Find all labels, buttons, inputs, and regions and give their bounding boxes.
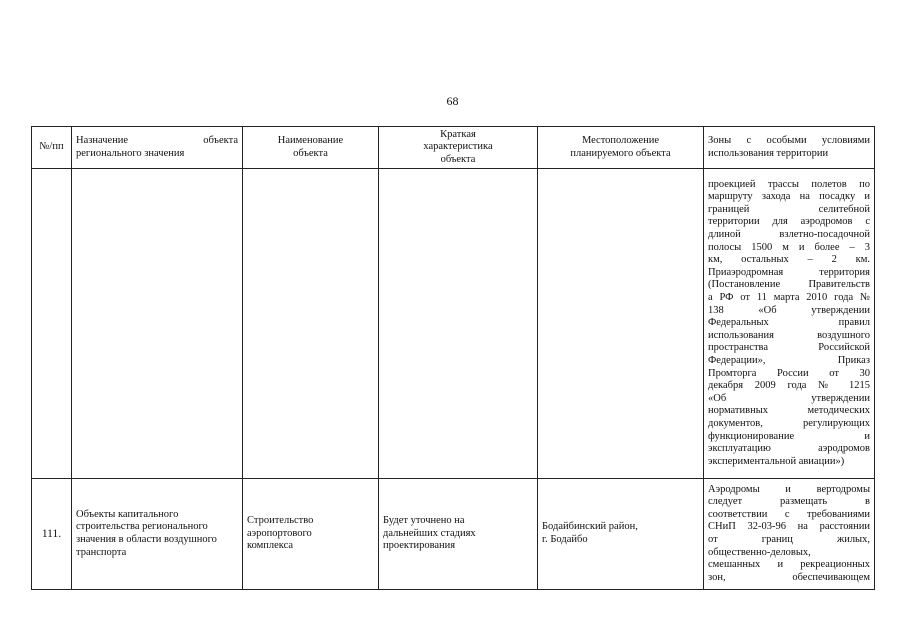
zones-text-line: 138 «Об утверждении — [708, 304, 870, 316]
cell-zones — [704, 479, 875, 590]
zones-text-line: документов, регулирующих — [708, 417, 870, 429]
cell-location-empty — [538, 169, 704, 479]
cell-num — [32, 479, 72, 590]
cell-name — [243, 479, 379, 590]
zones-text-line: границей селитебной — [708, 203, 870, 215]
header-short-line3: объекта — [440, 153, 476, 165]
name-text-line: аэропортового — [247, 527, 312, 539]
zones-text-line: функционирование и — [708, 430, 870, 442]
zones-text-line: проекцией трассы полетов по — [708, 178, 870, 190]
zones-text-line: (Постановление Правительств — [708, 279, 870, 291]
purpose-text-line: транспорта — [76, 546, 127, 558]
header-name-line2: объекта — [293, 147, 328, 159]
header-purpose-line2: регионального значения — [76, 147, 185, 159]
row-number: 111. — [41, 527, 62, 540]
header-zones-line1: Зоны с особыми условиями — [708, 134, 870, 146]
zones-text-line: полосы 1500 м и более – 3 — [708, 241, 870, 253]
zones-text-line: декабря 2009 года № 1215 — [708, 380, 870, 392]
purpose-text-line: Объекты капитального — [76, 508, 179, 520]
purpose-text-line: строительства регионального — [76, 521, 208, 533]
page-number: 68 — [446, 94, 459, 108]
zones-text-line: «Об утверждении — [708, 392, 870, 404]
zones-text-line: СНиП 32-03-96 на расстоянии — [708, 521, 870, 533]
header-num-label: №/пп — [39, 141, 64, 153]
table-row-continuation — [32, 169, 875, 479]
zones-text-line: общественно-деловых, — [708, 546, 811, 558]
cell-zones-continuation — [704, 169, 875, 479]
header-location-line2: планируемого объекта — [570, 147, 671, 159]
zones-text-line: Федерации», Приказ — [708, 354, 870, 366]
zones-text-line: а РФ от 11 марта 2010 года № — [708, 292, 870, 304]
table-row-111 — [32, 479, 875, 590]
zones-text-line: Аэродромы и вертодромы — [708, 483, 870, 495]
zones-text-line: соответствии с требованиями — [708, 508, 870, 520]
cell-num-empty — [32, 169, 72, 479]
zones-text-line: км, остальных – 2 км. — [708, 254, 870, 266]
cell-short-description — [379, 479, 538, 590]
short-text-line: Будет уточнено на — [383, 515, 465, 527]
zones-text-line: длиной взлетно-посадочной — [708, 229, 870, 241]
cell-name-empty — [243, 169, 379, 479]
header-purpose — [72, 127, 243, 169]
header-num — [32, 127, 72, 169]
location-text-line: г. Бодайбо — [542, 534, 588, 545]
regional-objects-table — [31, 126, 875, 590]
zones-text-line: пространства Российской — [708, 342, 870, 354]
zones-text-line: нормативных методических — [708, 405, 870, 417]
zones-text-line: Федеральных правил — [708, 317, 870, 329]
table-header-row — [32, 127, 875, 169]
zones-text-line: Промторга России от 30 — [708, 367, 870, 379]
header-name-line1: Наименование — [277, 134, 344, 146]
zones-text-line: маршруту захода на посадку и — [708, 191, 870, 203]
zones-text-line: территории для аэродромов с — [708, 216, 870, 228]
header-location-line1: Местоположение — [581, 134, 660, 146]
location-text-line: Бодайбинский район, — [542, 521, 638, 533]
zones-text-line: смешанных и рекреационных — [708, 559, 870, 571]
zones-text-line: экспериментальной авиации») — [708, 455, 845, 467]
zones-text-line: зон, обеспечивающем — [708, 571, 870, 583]
short-text-line: проектирования — [383, 540, 456, 552]
header-zones-line2: использования территории — [708, 147, 829, 159]
zones-text-line: эксплуатацию аэродромов — [708, 443, 870, 455]
header-zones — [704, 127, 875, 169]
zones-text-line: от границ жилых, — [708, 534, 870, 545]
zones-text-line: Приаэродромная территория — [708, 266, 870, 278]
header-location — [538, 127, 704, 169]
name-text-line: комплекса — [247, 540, 294, 552]
header-short-line1: Краткая — [440, 128, 476, 140]
name-text-line: Строительство — [247, 515, 314, 527]
header-short-line2: характеристика — [423, 141, 493, 153]
cell-short-empty — [379, 169, 538, 479]
header-short-description — [379, 127, 538, 169]
cell-purpose-empty — [72, 169, 243, 479]
header-purpose-line1: Назначение объекта — [76, 134, 238, 146]
purpose-text-line: значения в области воздушного — [76, 534, 217, 545]
zones-text-line: следует размещать в — [708, 496, 870, 508]
cell-location — [538, 479, 704, 590]
cell-purpose — [72, 479, 243, 590]
header-name — [243, 127, 379, 169]
short-text-line: дальнейших стадиях — [383, 527, 476, 539]
zones-text-line: использования воздушного — [708, 329, 870, 341]
